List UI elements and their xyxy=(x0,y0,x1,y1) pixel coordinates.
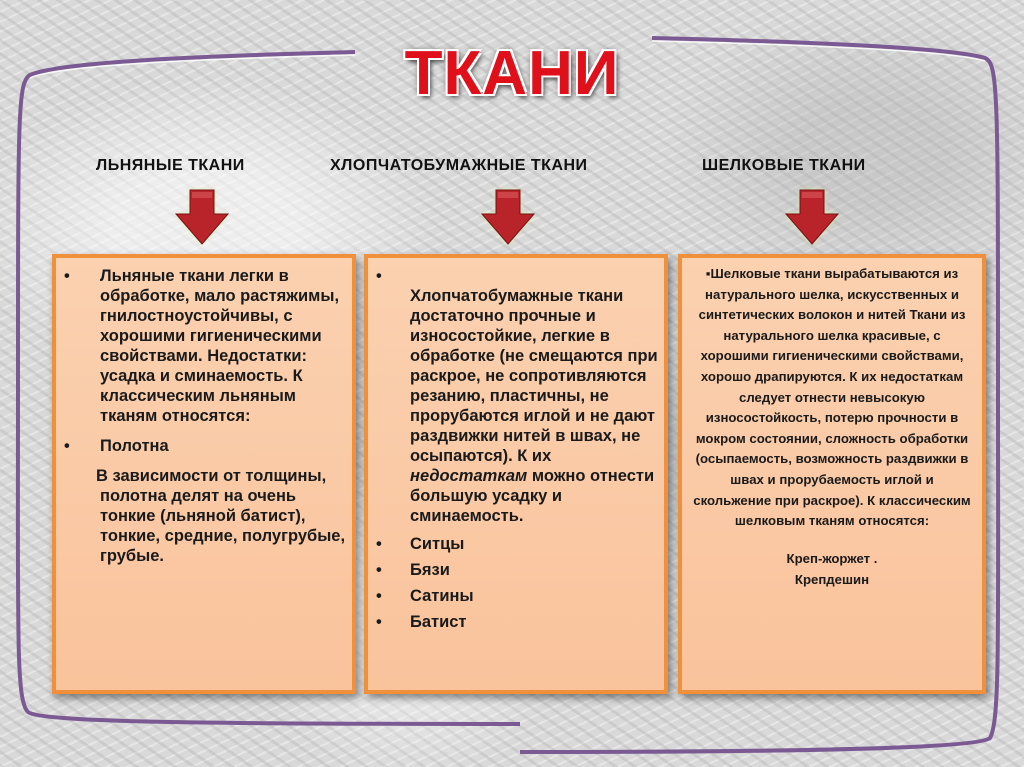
cotton-intro xyxy=(368,266,664,526)
silk-example: Креп-жоржет . xyxy=(786,550,878,566)
category-cotton-heading: ХЛОПЧАТОБУМАЖНЫЕ ТКАНИ xyxy=(330,157,588,174)
down-arrow-icon xyxy=(478,186,538,250)
down-arrow-icon xyxy=(782,186,842,250)
down-arrow-icon xyxy=(172,186,232,250)
category-silk-heading: ШЕЛКОВЫЕ ТКАНИ xyxy=(702,157,866,174)
cotton-item: • Батист xyxy=(368,612,664,632)
linen-intro: • Льняные ткани легки в обработке, мало растяжимы, гнилостноустойчивы, с хорошими гигиеническими свойствами. Недостатки: усадка и сминаемость. К классическим льняным тканям относятся: xyxy=(56,266,352,426)
cotton-card xyxy=(364,254,668,694)
page-title: ТКАНИ xyxy=(404,39,620,108)
silk-card xyxy=(678,254,986,694)
cotton-intro-text: Хлопчатобумажные ткани достаточно прочные и износостойкие, легкие в обработке (не смещаются при раскрое, не сопротивляются резанию, пластичны, не прорубаются иглой и не дают раздвижки нитей в швах, не осыпаются). К их xyxy=(410,287,658,465)
cotton-item: • Бязи xyxy=(368,560,664,580)
linen-item: • Полотна xyxy=(56,436,352,456)
linen-note: В зависимости от толщины, полотна делят на очень тонкие (льняной батист), тонкие, средние, полугрубые, грубые. xyxy=(96,467,346,565)
cotton-item: • Ситцы xyxy=(368,534,664,554)
cotton-intro-emphasis: недостаткам xyxy=(410,467,528,485)
category-linen-heading: ЛЬНЯНЫЕ ТКАНИ xyxy=(96,157,245,174)
silk-description: ▪Шелковые ткани вырабатываются из натурального шелка, искусственных и синтетических волокон и нитей Ткани из натурального шелка красивые, с хорошими гигиеническими свойствами, хорошо драпируются. К их недостаткам следует отнести невысокую износостойкость, потерю прочности в мокром состоянии, сложность обработки (осыпаемость, возможность раздвижки в швах и прорубаемость иглой и скольжение при раскрое). К классическим шелковым тканям относятся: xyxy=(693,266,971,529)
cotton-item: • Сатины xyxy=(368,586,664,606)
silk-example: Крепдешин xyxy=(794,571,870,587)
linen-card xyxy=(52,254,356,694)
cotton-intro-text-end: можно отнести большую усадку и сминаемость. xyxy=(410,467,655,525)
